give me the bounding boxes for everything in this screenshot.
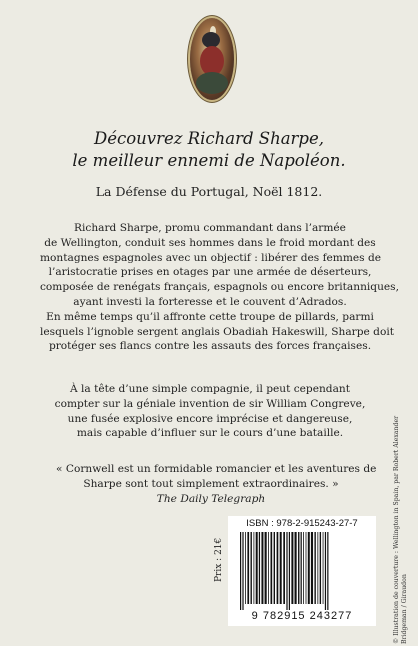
summary-paragraph-1 <box>40 221 399 354</box>
credit-line-2: Bridgeman / Giraudon <box>401 574 408 644</box>
text-line: de Wellington, conduit ses hommes dans le froid mordant des <box>44 236 376 249</box>
text-line: À la tête d’une simple compagnie, il peut cependant <box>70 383 350 395</box>
text-line: l’aristocratie prises en otages par une armée de déserteurs, <box>48 266 372 279</box>
cover-illustration-medallion <box>190 18 234 100</box>
setting-line: La Défense du Portugal, Noël 1812. <box>95 184 323 199</box>
quote-source: The Daily Telegraph <box>156 492 266 505</box>
text-line: composée de renégats français, espagnols ou encore britanniques, <box>40 281 399 294</box>
tagline-line-1: Découvrez Richard Sharpe, <box>93 129 325 148</box>
text-line: En même temps qu’il affronte cette troupe de pillards, parmi <box>46 310 374 323</box>
credit-line-1: © Illustration de couverture : Wellington in Spain, par Robert Alexander <box>393 415 400 644</box>
barcode-digits: 9 782915 243277 <box>251 610 353 622</box>
press-quote <box>56 462 377 506</box>
text-line: montagnes espagnoles avec un objectif : libérer des femmes de <box>40 251 381 264</box>
text-line: compter sur la géniale invention de sir William Congreve, <box>54 397 366 410</box>
barcode-bars <box>238 532 368 610</box>
tagline-line-2: le meilleur ennemi de Napoléon. <box>72 151 346 170</box>
text-line: protéger ses flancs contre les assauts des forces françaises. <box>48 340 372 353</box>
isbn-label: ISBN : 978-2-915243-27-7 <box>246 518 358 529</box>
illustration-credit <box>393 415 409 644</box>
text-line: ayant investi la forteresse et le couvent d’Adrados. <box>73 295 347 308</box>
text-line: une fusée explosive encore imprécise et dangereuse, <box>67 412 353 425</box>
barcode-block <box>228 516 376 626</box>
text-line: Richard Sharpe, promu commandant dans l’armée <box>74 222 346 234</box>
quote-line: Sharpe sont tout simplement extraordinaires. » <box>83 477 339 490</box>
price-label: Prix : 21€ <box>214 537 224 582</box>
text-line: mais capable d’influer sur le cours d’une bataille. <box>76 427 344 440</box>
quote-line: « Cornwell est un formidable romancier et les aventures de <box>56 463 377 475</box>
text-line: lesquels l’ignoble sergent anglais Obadiah Hakeswill, Sharpe doit <box>40 325 394 338</box>
summary-paragraph-2 <box>40 382 380 441</box>
